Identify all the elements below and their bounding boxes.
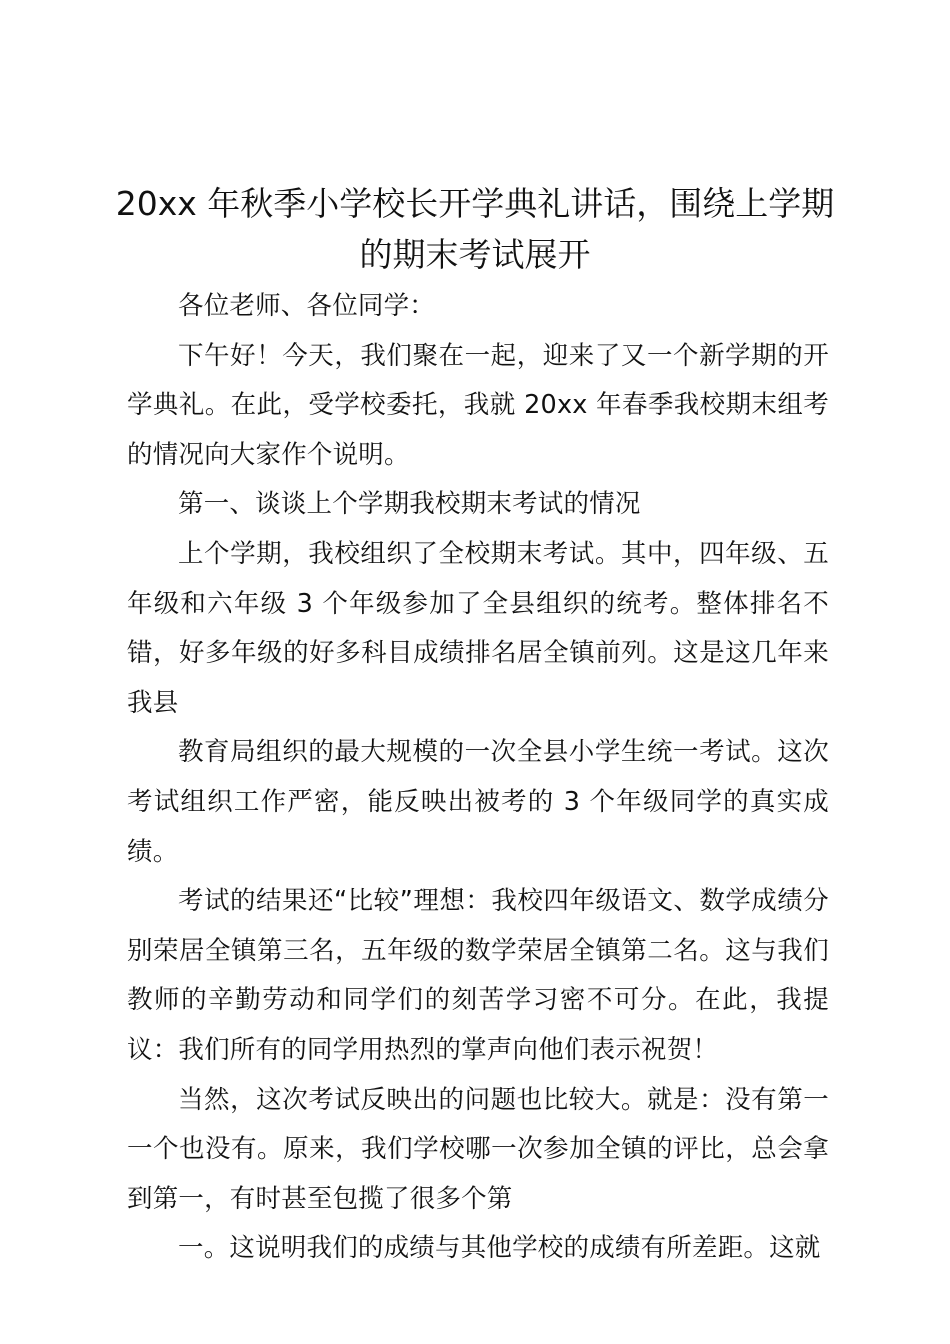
- section-heading-first: 第一、谈谈上个学期我校期末考试的情况: [178, 489, 641, 520]
- paragraph-problems: 当然，这次考试反映出的问题也比较大。就是：没有第一一个也没有。原来，我们学校哪一次参加全镇的评比，总会拿到第一，有时甚至包揽了很多个第: [127, 1084, 829, 1214]
- paragraph-exam-overview: 上个学期，我校组织了全校期末考试。其中，四年级、五年级和六年级 3 个年级参加了全县组织的统考。整体排名不错，好多年级的好多科目成绩排名居全镇前列。这是这几年来我县: [127, 538, 829, 718]
- paragraph-opening: 下午好！今天，我们聚在一起，迎来了又一个新学期的开学典礼。在此，受学校委托，我就 20xx 年春季我校期末组考的情况向大家作个说明。: [127, 340, 829, 470]
- paragraph-exam-results: 考试的结果还“比较”理想：我校四年级语文、数学成绩分别荣居全镇第三名，五年级的数学荣居全镇第二名。这与我们教师的辛勤劳动和同学们的刻苦学习密不可分。在此，我提议：我们所有的同学用热烈的掌声向他们表示祝贺！: [127, 886, 829, 1065]
- paragraph-exam-scale: 教育局组织的最大规模的一次全县小学生统一考试。这次考试组织工作严密，能反映出被考的 3 个年级同学的真实成绩。: [127, 737, 829, 867]
- document-title: 20xx 年秋季小学校长开学典礼讲话，围绕上学期的期末考试展开: [115, 184, 835, 274]
- paragraph-gap: 一。这说明我们的成绩与其他学校的成绩有所差距。这就: [178, 1233, 821, 1264]
- document-body: [127, 282, 829, 1274]
- paragraph-greeting: 各位老师、各位同学：: [178, 291, 436, 321]
